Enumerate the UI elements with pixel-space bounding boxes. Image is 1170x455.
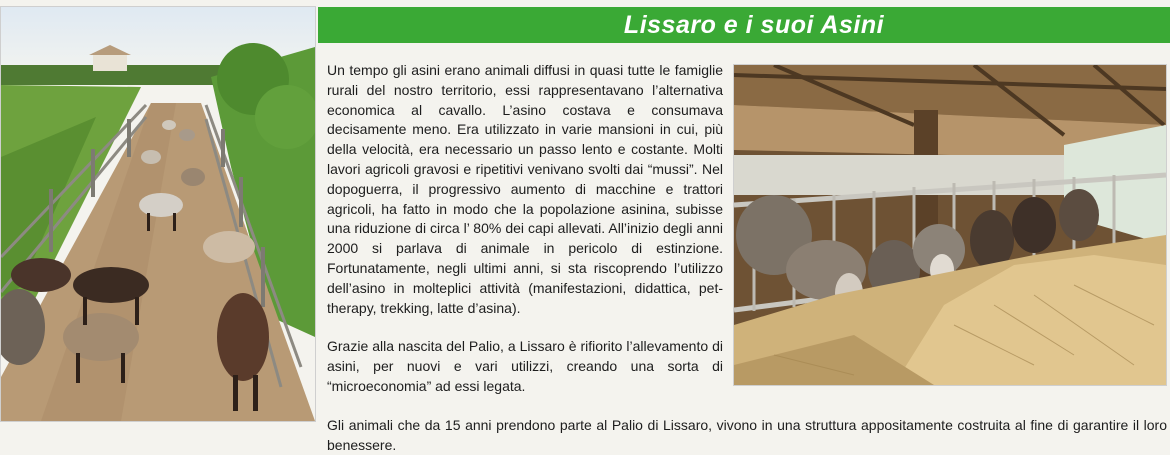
paragraph-palio: Grazie alla nascita del Palio, a Lissaro è rifiorito l’allevamento di asini, per nuovi e vari utilizzi, creando una sorta di “microeconomia” ad essi legata. — [327, 338, 723, 394]
article-body — [327, 61, 1167, 455]
donkeys-paddock-photo — [0, 6, 316, 422]
page-title: Lissaro e i suoi Asini — [623, 10, 885, 39]
stable-feeding-photo — [733, 64, 1167, 386]
paragraph-history: Un tempo gli asini erano animali diffusi in quasi tutte le famiglie rurali del nostro territorio, essi rappresentavano l’alternativa economica al cavallo. L’asino costava e consumava decisamente meno. Era utilizzato in varie mansioni in cui, più della velocità, era necessario un passo lento e costante. Molti lavori agricoli gravosi e ripetitivi venivano svolti dai “mussi”. Nel dopoguerra, il progressivo aumento di macchine e trattori agricoli, ha fatto in modo che la popolazione asinina, subisse una riduzione di circa l’ 80% dei capi allevati. All’inizio degli anni 2000 si parlava di animale in pericolo di estinzione. Fortunatamente, negli ultimi anni, si sta riscoprendo l’utilizzo dell’asino in molteplici attività (manifestazioni, didattica, pet-therapy, trekking, latte d’asina). — [327, 62, 723, 316]
title-banner — [318, 7, 1170, 43]
paragraph-structure: Gli animali che da 15 anni prendono parte al Palio di Lissaro, vivono in una struttura appositamente costruita al fine di garantire il loro benessere. — [327, 416, 1167, 453]
